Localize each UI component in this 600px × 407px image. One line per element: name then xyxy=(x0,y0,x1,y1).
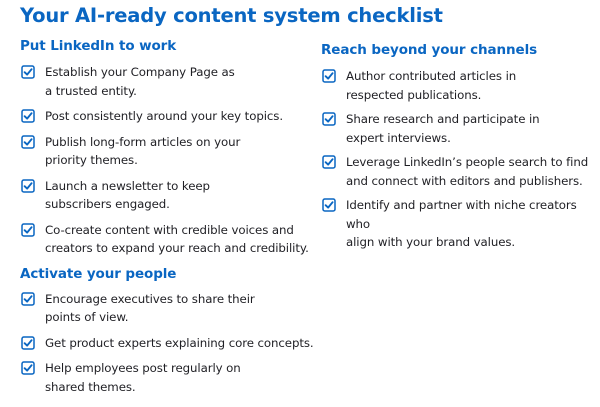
checklist-item-text: Launch a newsletter to keep subscribers engaged. xyxy=(45,178,210,211)
checklist-item-text: Author contributed articles in respected publications. xyxy=(346,69,517,102)
section-heading-activate-people: Activate your people xyxy=(20,265,177,282)
checklist-item-text: Leverage LinkedIn’s people search to find and connect with editors and publishers. xyxy=(346,155,589,188)
checklist-item-text: Post consistently around your key topics. xyxy=(45,109,283,123)
checklist-item xyxy=(321,67,600,104)
checklist-item xyxy=(20,177,320,214)
right-column xyxy=(321,41,600,258)
checkbox-checked-icon xyxy=(21,361,35,375)
checkbox-checked-icon xyxy=(21,65,35,79)
checklist-item-text: Publish long-form articles on your priority themes. xyxy=(45,134,241,167)
section-heading-reach-beyond: Reach beyond your channels xyxy=(321,42,538,58)
checklist-put-linkedin xyxy=(20,63,320,258)
checkbox-checked-icon xyxy=(21,223,35,237)
checklist-item xyxy=(321,110,600,147)
checklist-item xyxy=(20,334,320,353)
checkbox-checked-icon xyxy=(322,155,336,169)
checklist-item-text: Co-create content with credible voices and creators to expand your reach and credibility. xyxy=(45,222,309,255)
checkbox-checked-icon xyxy=(322,112,336,126)
checklist-activate-people xyxy=(20,290,320,397)
checkbox-checked-icon xyxy=(322,198,336,212)
checklist-item-text: Help employees post regularly on shared themes. xyxy=(45,361,241,394)
checklist-item xyxy=(20,221,320,258)
checklist-item-text: Share research and participate in expert interviews. xyxy=(346,112,540,145)
checklist-item xyxy=(20,359,320,396)
checklist-item xyxy=(20,133,320,170)
checklist-item-text: Get product experts explaining core concepts. xyxy=(45,335,314,350)
checklist-item xyxy=(321,196,600,252)
checklist-item-text: Encourage executives to share their points of view. xyxy=(45,291,255,324)
checklist-item xyxy=(20,63,320,100)
checkbox-checked-icon xyxy=(21,135,35,149)
checklist-item xyxy=(20,290,320,327)
section-heading-put-linkedin: Put LinkedIn to work xyxy=(20,38,177,54)
checklist-item-text: Identify and partner with niche creators who align with your brand values. xyxy=(346,198,577,249)
checkbox-checked-icon xyxy=(21,336,35,350)
checklist-item-text: Establish your Company Page as a trusted entity. xyxy=(45,65,235,98)
page-title: Your AI-ready content system checklist xyxy=(20,4,443,27)
checkbox-checked-icon xyxy=(21,179,35,193)
checkbox-checked-icon xyxy=(21,292,35,306)
left-column xyxy=(20,37,320,403)
checkbox-checked-icon xyxy=(21,109,35,123)
checklist-reach-beyond xyxy=(321,67,600,252)
checkbox-checked-icon xyxy=(322,69,336,83)
checklist-item xyxy=(321,153,600,190)
checklist-item xyxy=(20,107,320,126)
